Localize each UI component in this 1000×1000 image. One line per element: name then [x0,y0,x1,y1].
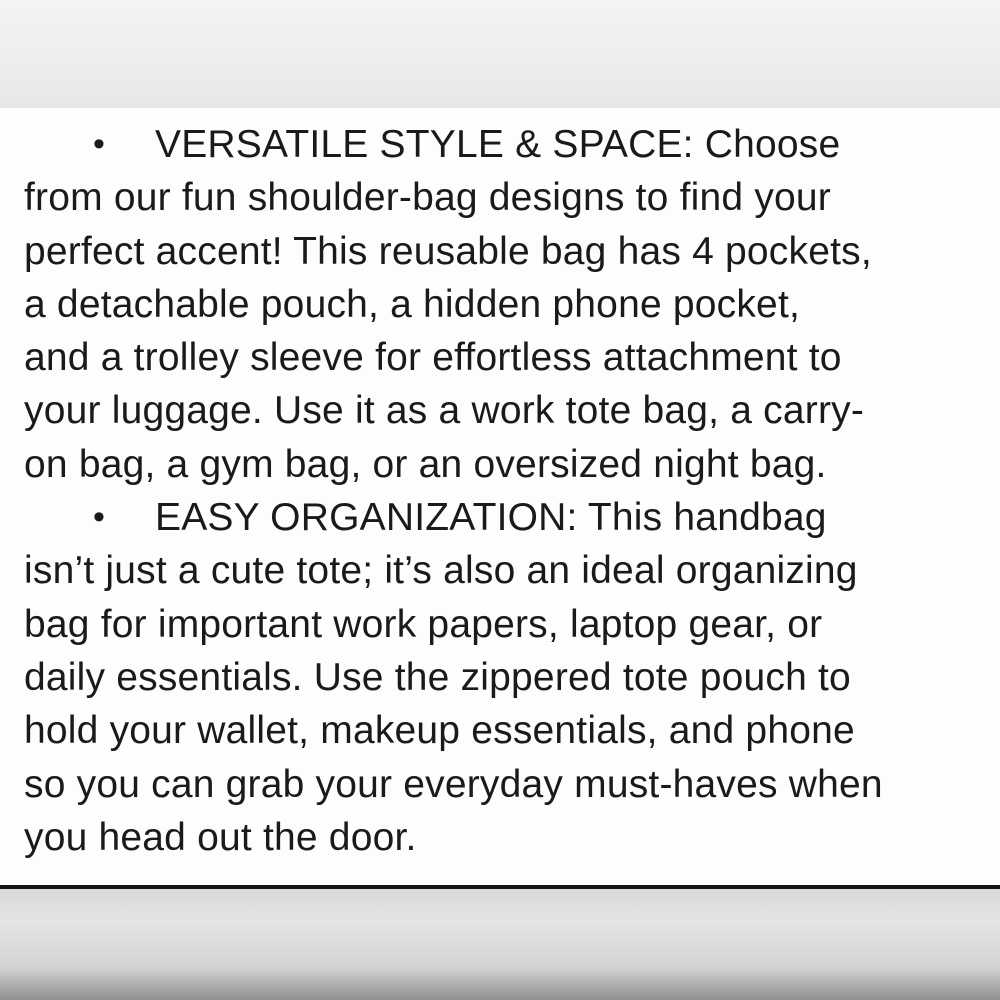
text-line: hold your wallet, makeup essentials, and phone [24,709,855,753]
text-line: bag for important work papers, laptop gear, or [24,602,823,646]
text-line: a detachable pouch, a hidden phone pocket, [24,282,801,326]
bullet-icon: • [93,498,106,537]
text-line: so you can grab your everyday must-haves when [24,762,883,806]
text-line: on bag, a gym bag, or an oversized night bag. [24,442,827,486]
text-line: you head out the door. [24,815,417,859]
text-line: and a trolley sleeve for effortless attachment to [24,336,842,380]
text-line: daily essentials. Use the zippered tote pouch to [24,655,851,699]
top-background-band [0,0,1000,108]
line-text: EASY ORGANIZATION: This handbag [155,496,827,540]
bullet-line-organization [24,491,984,544]
document-text [24,118,984,864]
text-line: from our fun shoulder-bag designs to find your [24,176,831,220]
text-line: isn’t just a cute tote; it’s also an ideal organizing [24,549,858,593]
text-line: perfect accent! This reusable bag has 4 pockets, [24,229,872,273]
bullet-icon: • [93,125,106,163]
bottom-background-band [0,889,1000,1000]
bullet-line-versatile [24,118,984,171]
document-panel [0,108,1000,885]
text-line: your luggage. Use it as a work tote bag, a carry- [24,389,865,433]
line-text: VERSATILE STYLE & SPACE: Choose [155,123,841,166]
